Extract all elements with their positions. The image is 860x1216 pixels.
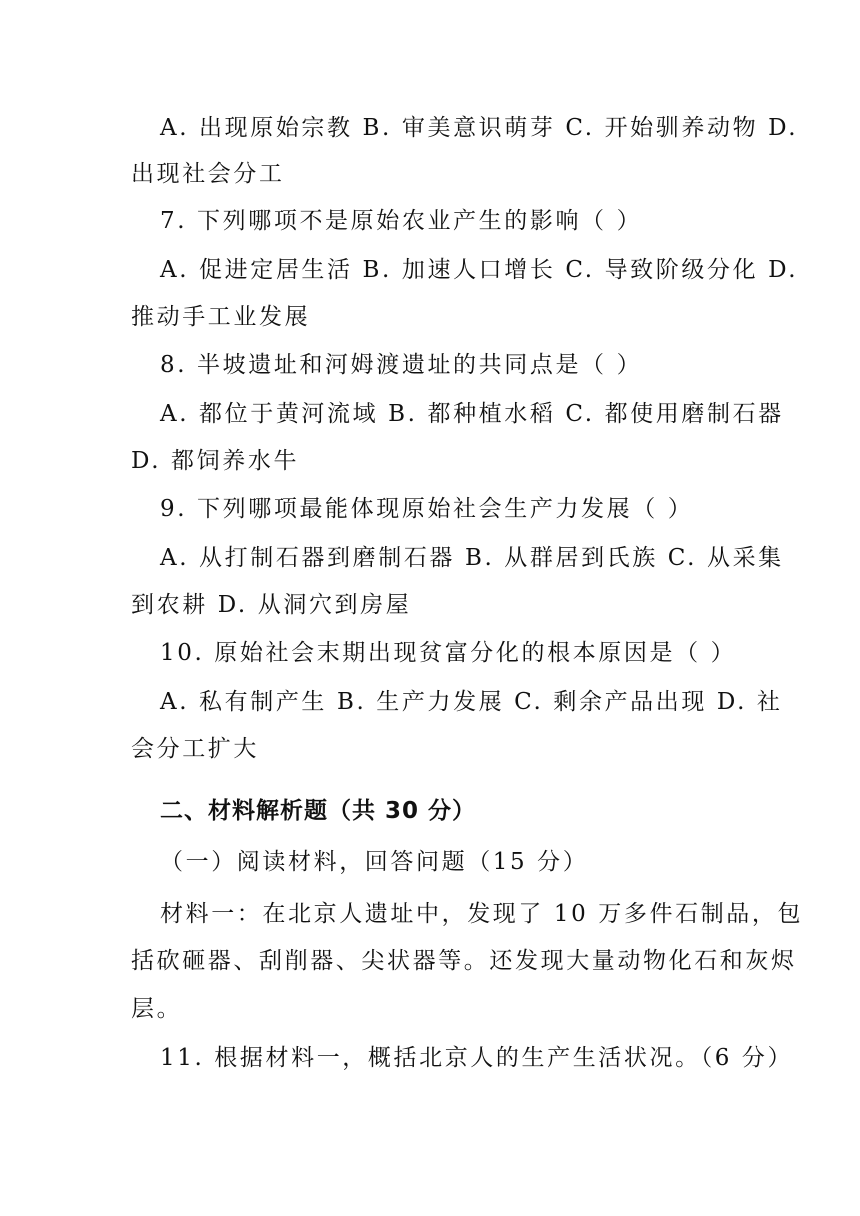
section-heading: 二、材料解析题（共 30 分） <box>160 798 477 824</box>
q10-question: 10. 原始社会末期出现贫富分化的根本原因是（ ） <box>160 640 737 666</box>
q6-options-line-2: 出现社会分工 <box>131 161 285 187</box>
q8-question: 8. 半坡遗址和河姆渡遗址的共同点是（ ） <box>160 352 643 378</box>
q9-options-line-1: A. 从打制石器到磨制石器 B. 从群居到氏族 C. 从采集 <box>160 545 784 571</box>
subsection-heading: （一）阅读材料，回答问题（15 分） <box>160 849 589 875</box>
q7-options-line-1: A. 促进定居生活 B. 加速人口增长 C. 导致阶级分化 D. <box>160 257 799 283</box>
q10-options-line-1: A. 私有制产生 B. 生产力发展 C. 剩余产品出现 D. 社 <box>160 689 783 715</box>
material-line-3: 层。 <box>131 996 183 1022</box>
q6-options-line-1: A. 出现原始宗教 B. 审美意识萌芽 C. 开始驯养动物 D. <box>160 115 799 141</box>
q7-options-line-2: 推动手工业发展 <box>131 304 311 330</box>
q11-question: 11. 根据材料一，概括北京人的生产生活状况。（6 分） <box>160 1045 794 1071</box>
q8-options-line-1: A. 都位于黄河流域 B. 都种植水稻 C. 都使用磨制石器 <box>160 401 784 427</box>
q8-options-line-2: D. 都饲养水牛 <box>131 448 300 474</box>
q9-options-line-2: 到农耕 D. 从洞穴到房屋 <box>131 592 412 618</box>
material-line-2: 括砍砸器、刮削器、尖状器等。还发现大量动物化石和灰烬 <box>131 948 797 974</box>
material-line-1: 材料一：在北京人遗址中，发现了 10 万多件石制品，包 <box>160 901 804 927</box>
q9-question: 9. 下列哪项最能体现原始社会生产力发展（ ） <box>160 496 694 522</box>
q7-question: 7. 下列哪项不是原始农业产生的影响（ ） <box>160 208 643 234</box>
q10-options-line-2: 会分工扩大 <box>131 736 259 762</box>
